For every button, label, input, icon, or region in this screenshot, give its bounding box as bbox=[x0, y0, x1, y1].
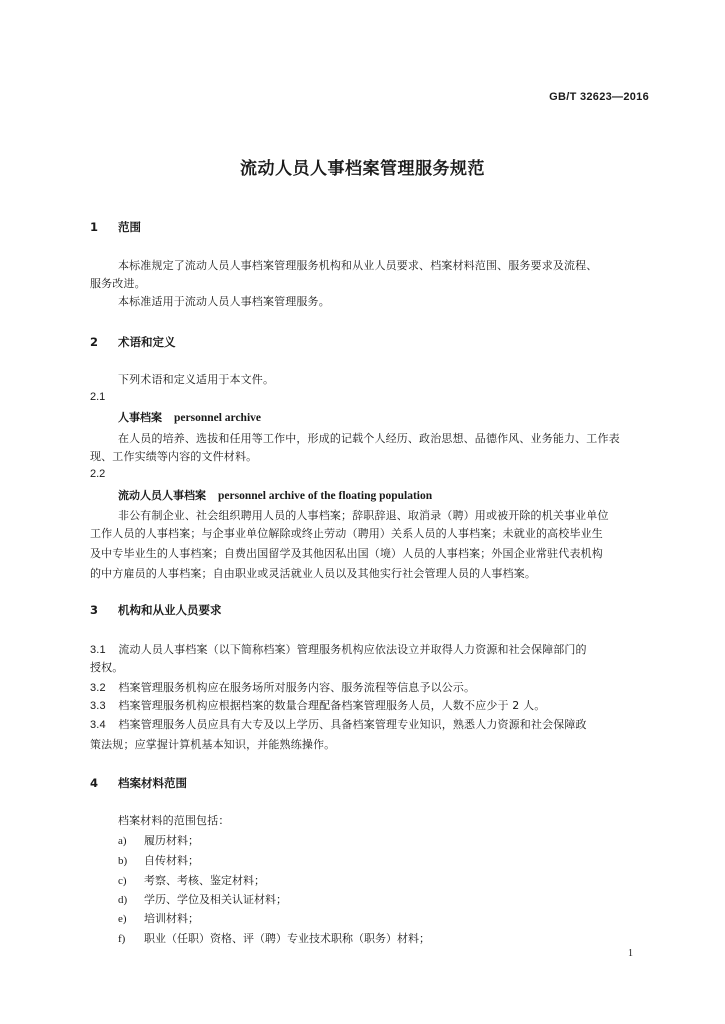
definition-line: 现、工作实绩等内容的文件材料。 bbox=[90, 450, 258, 463]
list-item bbox=[118, 832, 199, 848]
definition-line: 及中专毕业生的人事档案；自费出国留学及其他因私出国（境）人员的人事档案；外国企业常驻代表机构 bbox=[90, 547, 603, 560]
section-number: 1 bbox=[90, 220, 99, 234]
list-item-label: c) bbox=[118, 875, 127, 887]
definition-line: 在人员的培养、选拔和任用等工作中，形成的记载个人经历、政治思想、品德作风、业务能力、工作表 bbox=[118, 432, 620, 445]
term-chinese: 人事档案 bbox=[118, 411, 162, 424]
clause-text: 档案管理服务机构应在服务场所对服务内容、服务流程等信息予以公示。 bbox=[118, 681, 476, 694]
clause-number: 3.2 bbox=[90, 682, 106, 694]
list-item bbox=[118, 891, 287, 907]
term-chinese: 流动人员人事档案 bbox=[118, 489, 206, 502]
section-1-heading bbox=[90, 219, 141, 235]
clause-text: 档案管理服务机构应根据档案的数量合理配备档案管理服务人员，人数不应少于 2 人。 bbox=[118, 699, 546, 712]
clause-number: 3.4 bbox=[90, 719, 106, 731]
definition-line: 的中方雇员的人事档案；自由职业或灵活就业人员以及其他实行社会管理人员的人事档案。 bbox=[90, 567, 536, 580]
definition-line: 工作人员的人事档案；与企事业单位解除或终止劳动（聘用）关系人员的人事档案；未就业的高校毕业生 bbox=[90, 527, 603, 540]
section-4-heading bbox=[90, 775, 187, 791]
section-number: 4 bbox=[90, 776, 99, 790]
paragraph: 本标准规定了流动人员人事档案管理服务机构和从业人员要求、档案材料范围、服务要求及流程、 bbox=[118, 259, 598, 272]
list-item-text: 培训材料； bbox=[144, 912, 199, 925]
list-item bbox=[118, 872, 265, 888]
clause-3-1 bbox=[90, 641, 587, 659]
list-item bbox=[118, 910, 199, 926]
list-intro: 档案材料的范围包括： bbox=[118, 814, 230, 827]
section-number: 2 bbox=[90, 335, 99, 349]
clause-number: 3.1 bbox=[90, 644, 106, 656]
list-item-label: d) bbox=[118, 894, 128, 906]
term-number: 2.1 bbox=[90, 391, 106, 403]
term-english: personnel archive of the floating population bbox=[218, 490, 433, 502]
list-item-text: 学历、学位及相关认证材料； bbox=[144, 893, 287, 906]
list-item-label: e) bbox=[118, 913, 127, 925]
list-item-label: a) bbox=[118, 835, 127, 847]
list-item bbox=[118, 930, 430, 946]
list-item-text: 考察、考核、鉴定材料； bbox=[144, 874, 265, 887]
clause-text: 档案管理服务人员应具有大专及以上学历、具备档案管理专业知识，熟悉人力资源和社会保障政 bbox=[118, 718, 587, 731]
section-title: 档案材料范围 bbox=[118, 776, 188, 790]
page-number: 1 bbox=[628, 948, 633, 959]
list-item-label: b) bbox=[118, 855, 128, 867]
list-item-text: 履历材料； bbox=[144, 834, 199, 847]
section-title: 机构和从业人员要求 bbox=[118, 603, 222, 617]
definition-line: 非公有制企业、社会组织聘用人员的人事档案；辞职辞退、取消录（聘）用或被开除的机关事业单位 bbox=[118, 509, 609, 522]
term-english: personnel archive bbox=[174, 412, 261, 424]
section-3-heading bbox=[90, 602, 222, 618]
clause-continuation: 策法规；应掌握计算机基本知识，并能熟练操作。 bbox=[90, 738, 336, 751]
section-title: 术语和定义 bbox=[118, 335, 176, 349]
paragraph: 本标准适用于流动人员人事档案管理服务。 bbox=[118, 295, 330, 308]
clause-3-3 bbox=[90, 697, 545, 715]
document-title: 流动人员人事档案管理服务规范 bbox=[240, 159, 485, 179]
list-item bbox=[118, 852, 199, 868]
term-entry bbox=[118, 409, 261, 425]
term-number: 2.2 bbox=[90, 468, 106, 480]
clause-3-2 bbox=[90, 679, 475, 697]
list-item-label: f) bbox=[118, 933, 126, 945]
list-item-text: 职业（任职）资格、评（聘）专业技术职称（职务）材料； bbox=[144, 932, 430, 945]
clause-number: 3.3 bbox=[90, 700, 106, 712]
section-number: 3 bbox=[90, 603, 99, 617]
section-2-heading bbox=[90, 334, 176, 350]
clause-3-4 bbox=[90, 716, 587, 734]
paragraph: 服务改进。 bbox=[90, 277, 146, 290]
clause-text: 流动人员人事档案（以下简称档案）管理服务机构应依法设立并取得人力资源和社会保障部门的 bbox=[118, 643, 587, 656]
section-title: 范围 bbox=[118, 220, 142, 234]
term-entry bbox=[118, 487, 432, 503]
clause-continuation: 授权。 bbox=[90, 661, 124, 674]
standard-code: GB/T 32623—2016 bbox=[549, 91, 649, 103]
paragraph: 下列术语和定义适用于本文件。 bbox=[118, 373, 275, 386]
list-item-text: 自传材料； bbox=[144, 854, 199, 867]
